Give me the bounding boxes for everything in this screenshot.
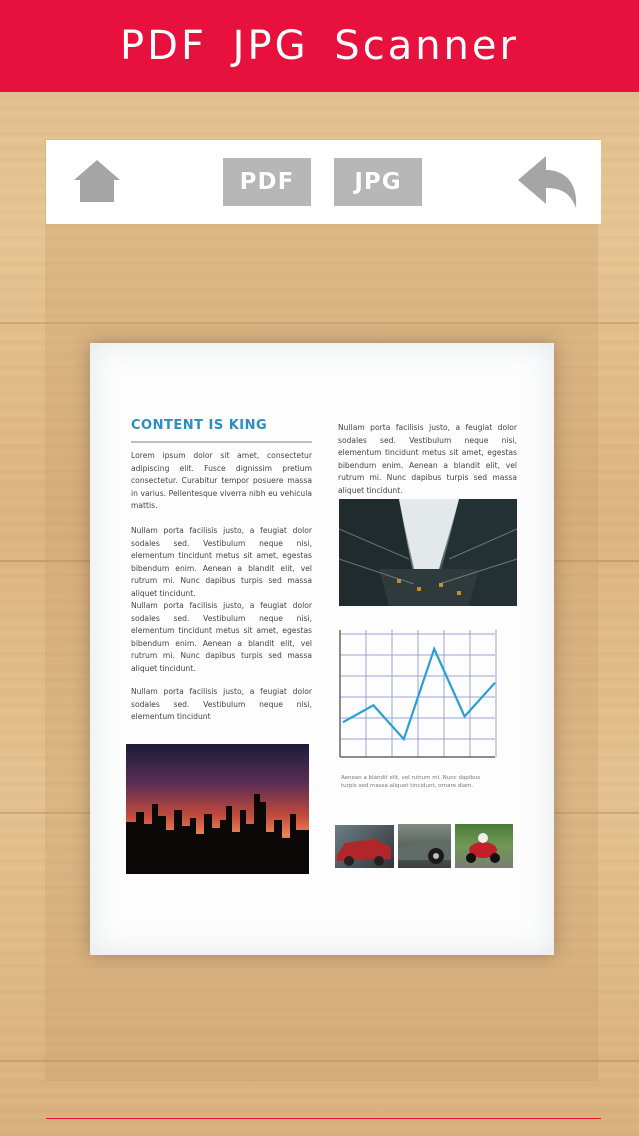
back-arrow-icon (516, 154, 580, 210)
doc-paragraph-right: Nullam porta facilisis justo, a feugiat dolor sodales sed. Vestibulum neque nisi, elementum tincidunt metus sit amet, egestas bibendum enim. Aenean a blandit elit, vel rutrum mi. Nunc dapibus turpis sed massa aliquet tincidunt. (338, 423, 517, 495)
city-sunset-photo (126, 744, 309, 874)
line-chart (337, 630, 497, 760)
bottom-divider (46, 1118, 601, 1119)
jpg-button[interactable]: JPG (334, 158, 422, 206)
doc-paragraph: Nullam porta facilisis justo, a feugiat dolor sodales sed. Vestibulum neque nisi, elementum tincidunt (131, 687, 312, 721)
doc-paragraph: Nullam porta facilisis justo, a feugiat dolor sodales sed. Vestibulum neque nisi, elementum tincidunt metus sit amet, egestas bibendum enim. Aenean a blandit elit, vel rutrum mi. Nunc dapibus turpis sed massa aliquet tincidunt. (131, 526, 312, 598)
app-header (0, 0, 639, 92)
heading-divider (131, 441, 312, 443)
doc-paragraph: Lorem ipsum dolor sit amet, consectetur adipiscing elit. Fusce dignissim pretium consectetur. Curabitur tempor posuere massa in varius. Pellentesque viverra nibh eu vehicula mattis. (131, 451, 312, 510)
motorcycle-photo (455, 824, 513, 868)
doc-paragraph: Nullam porta facilisis justo, a feugiat dolor sodales sed. Vestibulum neque nisi, elementum tincidunt metus sit amet, egestas bibendum enim. Aenean a blandit elit, vel rutrum mi. Nunc dapibus turpis sed massa aliquet tincidunt. (131, 601, 312, 673)
back-button[interactable] (516, 154, 580, 210)
home-icon (72, 158, 122, 204)
home-button[interactable] (72, 158, 122, 204)
skyscraper-photo (339, 499, 517, 606)
red-car-photo (335, 825, 394, 868)
chart-caption: Aenean a blandit elit, vel rutrum mi. Nunc dapibus turpis sed massa aliquet tincidunt, ornare diam. (341, 775, 481, 789)
app-title: PDF JPG Scanner (120, 23, 519, 69)
classic-car-photo (398, 824, 451, 868)
document-heading: CONTENT IS KING (131, 418, 268, 433)
pdf-button[interactable]: PDF (223, 158, 311, 206)
